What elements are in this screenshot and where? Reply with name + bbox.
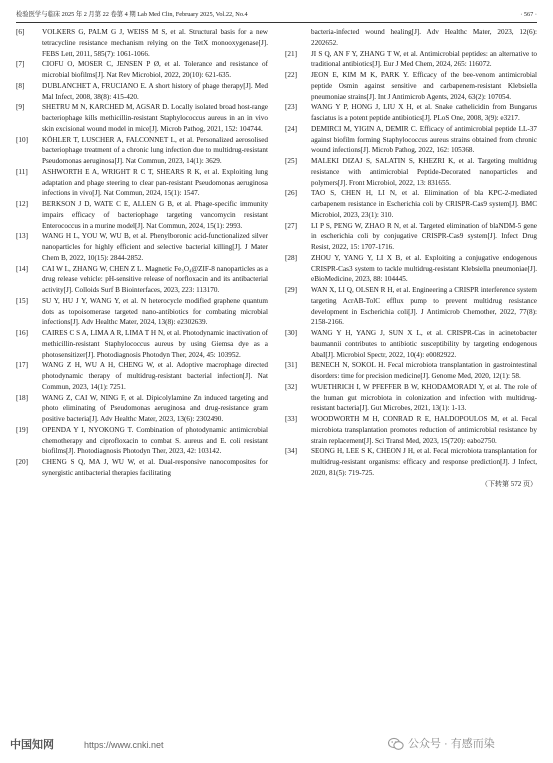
reference-text: WANG Y H, YANG J, SUN X L, et al. CRISPR-Cas in acinetobacter baumannii contributes to antibiotic susceptibility by targeting endogenous AbaI[J]. Microbiol Spectr, 2022, 10(4): e0082922.	[311, 329, 537, 359]
reference-entry	[285, 49, 537, 71]
reference-entry	[285, 382, 537, 414]
reference-entry	[16, 135, 268, 167]
reference-entry	[285, 156, 537, 188]
reference-number: [29]	[285, 286, 297, 294]
header-rule	[16, 22, 537, 23]
reference-text: WUETHRICH I, W PFEFFER B W, KHODAMORADI Y, et al. The role of the human gut microbiota in colonization and infection with multidrug-resistant bacteria[J]. Gut Microbes, 2021, 13(1): 1-13.	[311, 382, 537, 413]
reference-entry	[285, 27, 537, 49]
reference-text: VOLKERS G, PALM G J, WEISS M S, et al. Structural basis for a new tetracycline resistance mechanism relying on the TetX monooxygenase[J]. FEBS Lett, 2011, 585(7): 1061-1066.	[42, 28, 268, 58]
reference-entry	[16, 167, 268, 199]
references-left-column	[16, 27, 268, 479]
reference-entry	[16, 199, 268, 231]
reference-entry	[285, 285, 537, 328]
reference-text: WANG Z H, WU A H, CHENG W, et al. Adoptive macrophage directed photodynamic therapy of multidrug-resistant bacterial infection[J]. Nat Commun, 2023, 14(1): 7251.	[42, 361, 268, 391]
reference-entry	[16, 296, 268, 328]
reference-text: CIOFU O, MOSER C, JENSEN P Ø, et al. Tolerance and resistance of microbial biofilms[J]. Nat Rev Microbiol, 2022, 20(10): 621-635.	[42, 60, 268, 79]
reference-text: JEON E, KIM M K, PARK Y. Efficacy of the bee-venom antimicrobial peptide Osmin against sensitive and carbapenem-resistant Klebsiella pneumoniae strains[J]. Int J Antimicrob Agents, 2024, 63(2): 107054.	[311, 71, 537, 101]
reference-number: [9]	[16, 103, 25, 112]
cnki-logo-text: 中国知网	[10, 739, 54, 751]
reference-text: DUBLANCHET A, FRUCIANO E. A short history of phage therapy[J]. Med Mal Infect, 2008, 38(8): 415-420.	[42, 81, 268, 101]
reference-text: ASHWORTH E A, WRIGHT R C T, SHEARS R K, et al. Exploiting lung adaptation and phage steering to clear pan-resistant Pseudomonas aeruginosa infections in vivo[J]. Nat Commun, 2024, 15(1): 1547.	[42, 167, 268, 198]
reference-entry	[285, 221, 537, 253]
reference-number: [17]	[16, 361, 28, 370]
reference-number: [6]	[16, 28, 25, 36]
reference-text: WAN X, LI Q, OLSEN R H, et al. Engineering a CRISPR interference system targeting AcrAB-TolC efflux pump to prevent multidrug resistance development in Escherichia coli[J]. J Antimicrob Chemother, 2022, 77(8): 2158-2166.	[311, 286, 537, 327]
reference-entry	[16, 27, 268, 59]
reference-entry	[16, 102, 268, 134]
reference-number: [23]	[285, 103, 297, 112]
reference-number: [10]	[16, 135, 28, 144]
reference-text: WANG Y P, HONG J, LIU X H, et al. Snake cathelicidin from Bungarus fasciatus is a potent peptide antibiotics[J]. PLoS One, 2008, 3(9): e3217.	[311, 103, 537, 122]
reference-number: [14]	[16, 264, 28, 273]
reference-number: [13]	[16, 232, 28, 241]
reference-number: [27]	[285, 221, 297, 230]
reference-number: [11]	[16, 167, 28, 176]
continued-note: （下转第 572 页）	[481, 479, 537, 488]
reference-entry	[16, 231, 268, 263]
reference-number: [31]	[285, 361, 297, 370]
reference-text: SU Y, HU J Y, WANG Y, et al. N heterocycle modified graphene quantum dots as topoisomerase targeted nano-antibiotics for combating microbial infections[J]. Adv Healthc Mater, 2024, 13(8): e2302639.	[42, 296, 268, 327]
reference-entry	[16, 264, 268, 296]
reference-number: [16]	[16, 329, 28, 337]
reference-entry	[285, 414, 537, 446]
watermark-text: 公众号 · 有感而染	[408, 738, 495, 750]
reference-entry	[285, 124, 537, 156]
reference-number: [32]	[285, 382, 297, 391]
reference-number: [30]	[285, 329, 297, 337]
reference-text: WANG H L, YOU W, WU B, et al. Phenylboronic acid-functionalized silver nanoparticles for highly efficient and selective bacterial killing[J]. J Mater Chem B, 2022, 10(15): 2844-2852.	[42, 232, 268, 262]
running-header	[16, 9, 537, 21]
footer	[0, 738, 553, 763]
reference-entry	[16, 360, 268, 392]
reference-text: KÖHLER T, LUSCHER A, FALCONNET L, et al. Personalized aerosolised bacteriophage treatment of a chronic lung infection due to multidrug-resistant Pseudomonas aeruginosa[J]. Nat Commun, 2023, 14(1): 3629.	[42, 135, 268, 165]
reference-number: [15]	[16, 296, 28, 305]
reference-number: [20]	[16, 458, 28, 466]
reference-text: JI S Q, AN F Y, ZHANG T W, et al. Antimicrobial peptides: an alternative to traditional antibiotics[J]. Eur J Med Chem, 2024, 265: 116072.	[311, 49, 537, 69]
reference-entry	[16, 81, 268, 103]
reference-text: SEONG H, LEE S K, CHEON J H, et al. Fecal microbiota transplantation for multidrug-resistant organisms: efficacy and response prediction[J]. J Infect, 2020, 81(5): 719-725.	[311, 447, 537, 477]
reference-number: [33]	[285, 415, 297, 423]
reference-entry	[16, 393, 268, 425]
reference-text: WOODWORTH M H, CONRAD R E, HALDOPOULOS M, et al. Fecal microbiota transplantation promotes reduction of antimicrobial resistance by strain replacement[J]. Sci Transl Med, 2023, 15(720): eabo2750.	[311, 415, 537, 445]
reference-text: WANG Z, CAI W, NING F, et al. Dipicolylamine Zn induced targeting and photo eliminating of Pseudomonas aeruginosa and drug-resistance gram positive bacteria[J]. Adv Healthc Mater, 2023, 13(6): 2302490.	[42, 393, 268, 423]
reference-entry	[16, 457, 268, 479]
reference-number: [25]	[285, 157, 297, 165]
reference-text: TAO S, CHEN H, LI N, et al. Elimination of bla KPC-2-mediated carbapenem resistance in Escherichia coli by CRISPR-Cas9 system[J]. BMC Microbiol, 2023, 23(1): 310.	[311, 189, 537, 219]
reference-text: LI P S, PENG W, ZHAO R N, et al. Targeted elimination of blaNDM-5 gene in escherichia coli by conjugative CRISPR-Cas9 system[J]. Infect Drug Resist, 2022, 15: 1707-1716.	[311, 221, 537, 251]
reference-entry	[285, 328, 537, 360]
reference-number: [28]	[285, 253, 297, 262]
reference-text: OPENDA Y I, NYOKONG T. Combination of photodynamic antimicrobial chemotherapy and ciprofloxacin to combat S. aureus and E. coli resistant biofilms[J]. Photodiagnosis Photodyn Ther, 2023, 42: 103142.	[42, 425, 268, 456]
reference-text: CHENG S Q, MA J, WU W, et al. Dual-responsive nanocomposites for synergistic antibacterial therapies facilitating	[42, 458, 268, 477]
reference-text: DEMIRCI M, YIGIN A, DEMIR C. Efficacy of antimicrobial peptide LL-37 against biofilm forming Staphylococcus aureus strains obtained from chronic wound infections[J]. Microb Pathog, 2022, 162: 105368.	[311, 124, 537, 155]
reference-number: [12]	[16, 200, 28, 208]
cnki-url[interactable]: https://www.cnki.net	[84, 740, 164, 750]
reference-entry	[285, 70, 537, 102]
reference-number: [8]	[16, 81, 25, 90]
reference-entry	[285, 360, 537, 382]
reference-number: [22]	[285, 71, 297, 79]
reference-text: bacteria-infected wound healing[J]. Adv Healthc Mater, 2023, 12(6): 2202652.	[311, 28, 537, 47]
reference-text: CAI W L, ZHANG W, CHEN Z L. Magnetic Fe₃O₄@ZIF-8 nanoparticles as a drug release vehicle: pH-sensitive release of norfloxacin and its antibacterial activity[J]. Colloids Surf B Biointerfaces, 2023, 223: 113170.	[42, 264, 268, 294]
reference-entry	[285, 102, 537, 124]
reference-text: BERKSON J D, WATE C E, ALLEN G B, et al. Phage-specific immunity impairs efficacy of bacteriophage targeting vancomycin resistant Enterococcus in a murine model[J]. Nat Commun, 2024, 15(1): 2993.	[42, 200, 268, 230]
reference-entry	[285, 188, 537, 220]
reference-number: [7]	[16, 60, 25, 69]
reference-number: [34]	[285, 447, 297, 456]
reference-number: [26]	[285, 189, 297, 198]
reference-number: [24]	[285, 124, 297, 133]
reference-entry	[285, 446, 537, 478]
wechat-icon	[388, 737, 404, 751]
reference-number: [21]	[285, 49, 297, 58]
reference-text: MALEKI DIZAJ S, SALATIN S, KHEZRI K, et al. Targeting multidrug resistance with antimicrobial Peptide-Decorated nanoparticles and polymers[J]. Front Microbiol, 2022, 13: 831655.	[311, 157, 537, 187]
reference-number: [18]	[16, 393, 28, 402]
reference-entry	[16, 328, 268, 360]
references-right-column	[285, 27, 537, 489]
reference-number: [19]	[16, 425, 28, 434]
journal-citation-line: 检验医学与临床 2025 年 2 月第 22 卷第 4 期 Lab Med Clin, February 2025, Vol.22, No.4	[16, 11, 248, 18]
reference-text: SHETRU M N, KARCHED M, AGSAR D. Locally isolated broad host-range bacteriophage kills methicillin-resistant Staphylococcus aureus in an in vivo skin excisional wound model in mice[J]. Microb Pathog, 2021, 152: 104744.	[42, 103, 268, 133]
reference-text: CAIRES C S A, LIMA A R, LIMA T H N, et al. Photodynamic inactivation of methicillin-resistant Staphylococcus aureus by using Giemsa dye as a photosensitizer[J]. Photodiagnosis Photodyn Ther, 2024, 45: 103952.	[42, 329, 268, 359]
reference-entry	[16, 425, 268, 457]
reference-text: BENECH N, SOKOL H. Fecal microbiota transplantation in gastrointestinal disorders: time for precision medicine[J]. Genome Med, 2020, 12(1): 58.	[311, 361, 537, 380]
wechat-watermark	[388, 736, 495, 752]
reference-text: ZHOU Y, YANG Y, LI X B, et al. Exploiting a conjugative endogenous CRISPR-Cas3 system to tackle multidrug-resistant Klebsiella pneumoniae[J]. eBioMedicine, 2023, 88: 104445.	[311, 253, 537, 284]
reference-entry	[285, 253, 537, 285]
reference-entry	[16, 59, 268, 81]
page-number: · 567 ·	[520, 11, 537, 18]
